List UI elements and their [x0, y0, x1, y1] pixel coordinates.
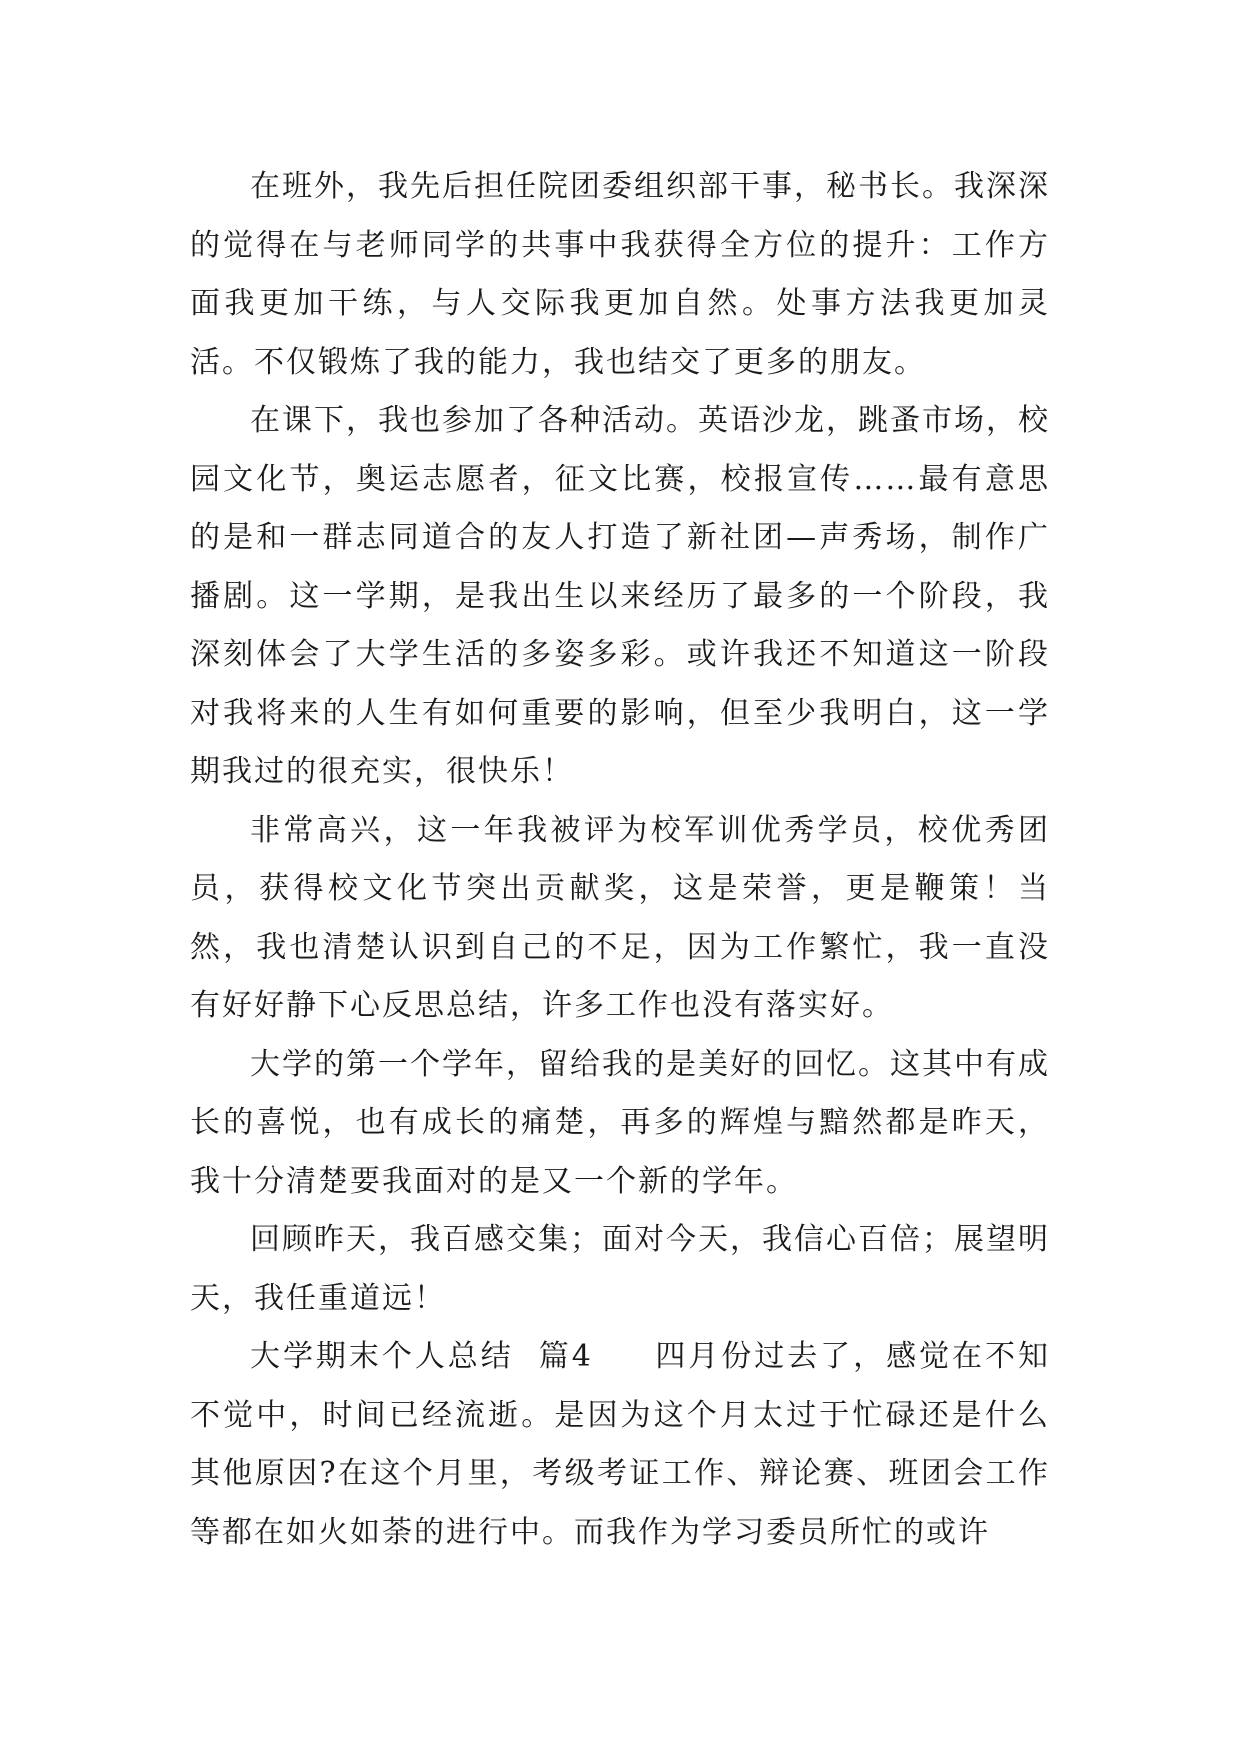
paragraph-4: 大学的第一个学年，留给我的是美好的回忆。这其中有成长的喜悦，也有成长的痛楚，再多的辉煌与黯然都是昨天，我十分清楚要我面对的是又一个新的学年。	[190, 1046, 1050, 1199]
paragraph-5: 回顾昨天，我百感交集；面对今天，我信心百倍；展望明天，我任重道远！	[190, 1222, 1050, 1316]
paragraph-1: 在班外，我先后担任院团委组织部干事，秘书长。我深深的觉得在与老师同学的共事中我获得全方位的提升：工作方面我更加干练，与人交际我更加自然。处事方法我更加灵活。不仅锻炼了我的能力，我也结交了更多的朋友。	[190, 169, 1050, 380]
document-page	[190, 158, 1050, 1562]
paragraph-3: 非常高兴，这一年我被评为校军训优秀学员，校优秀团员，获得校文化节突出贡献奖，这是荣誉，更是鞭策！当然，我也清楚认识到自己的不足，因为工作繁忙，我一直没有好好静下心反思总结，许多工作也没有落实好。	[190, 812, 1050, 1023]
paragraph-6: 大学期末个人总结 篇4 四月份过去了，感觉在不知不觉中，时间已经流逝。是因为这个月太过于忙碌还是什么其他原因?在这个月里，考级考证工作、辩论赛、班团会工作等都在如火如荼的进行中。而我作为学习委员所忙的或许	[190, 1339, 1050, 1550]
paragraph-2: 在课下，我也参加了各种活动。英语沙龙，跳蚤市场，校园文化节，奥运志愿者，征文比赛，校报宣传……最有意思的是和一群志同道合的友人打造了新社团—声秀场，制作广播剧。这一学期，是我出生以来经历了最多的一个阶段，我深刻体会了大学生活的多姿多彩。或许我还不知道这一阶段对我将来的人生有如何重要的影响，但至少我明白，这一学期我过的很充实，很快乐！	[190, 403, 1050, 789]
